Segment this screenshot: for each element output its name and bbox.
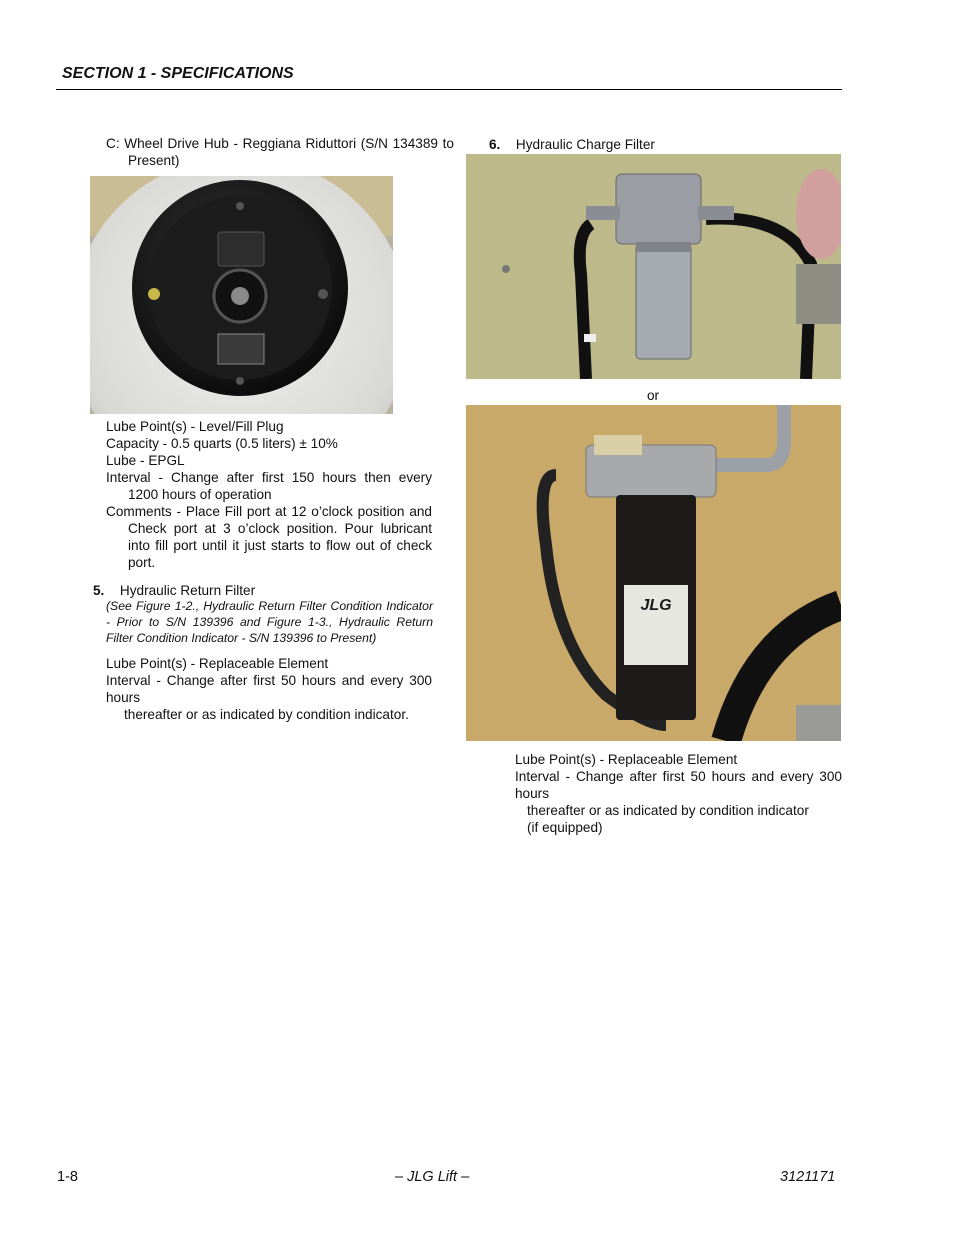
footer-title: – JLG Lift –: [395, 1169, 470, 1185]
item-5-specs: [106, 655, 432, 723]
document-number: 3121171: [780, 1169, 836, 1185]
charge-filter-photo-1: [466, 154, 841, 379]
item-5-interval: Interval - Change after first 50 hours and every 300 hours: [106, 673, 432, 705]
item-5-title: Hydraulic Return Filter: [119, 583, 256, 598]
hub-lube: Lube - EPGL: [106, 453, 185, 468]
item-6-specs: [515, 751, 842, 836]
section-title: SECTION 1 - SPECIFICATIONS: [62, 65, 294, 82]
hub-interval: Interval - Change after first 150 hours then every 1200 hours of operation: [106, 470, 432, 502]
hub-lube-points: Lube Point(s) - Level/Fill Plug: [106, 419, 284, 434]
item-6-title: Hydraulic Charge Filter: [515, 137, 655, 152]
hub-capacity: Capacity - 0.5 quarts (0.5 liters) ± 10%: [106, 436, 338, 451]
item-5-number: 5.: [93, 583, 105, 598]
item-6-lube-points: Lube Point(s) - Replaceable Element: [515, 752, 738, 767]
hub-caption: C: Wheel Drive Hub - Reggiana Riduttori (S/N 134389 to Present): [106, 136, 454, 168]
hub-specs: [106, 418, 432, 571]
item-5-lube-points: Lube Point(s) - Replaceable Element: [106, 656, 329, 671]
wheel-drive-hub-photo: [90, 176, 393, 414]
page-number: 1-8: [57, 1169, 78, 1185]
item-5-reference: (See Figure 1-2., Hydraulic Return Filter Condition Indicator - Prior to S/N 139396 and Figure 1-3., Hydraulic Return Filter Condition Indicator - S/N 139396 to Present): [106, 599, 433, 645]
item-6-interval: Interval - Change after first 50 hours and every 300 hours: [515, 769, 842, 801]
item-5-interval-cont: thereafter or as indicated by condition indicator.: [124, 707, 409, 722]
svg-text:JLG: JLG: [640, 597, 672, 614]
item-5-heading: [93, 582, 433, 599]
header-rule: [56, 89, 842, 90]
hub-comments: Comments - Place Fill port at 12 o’clock position and Check port at 3 o’clock position. Pour lubricant into fill port until it just starts to flow out of check port.: [106, 504, 432, 570]
or-separator: or: [647, 388, 660, 403]
charge-filter-photo-2: [466, 405, 841, 741]
item-6-number: 6.: [489, 137, 501, 152]
item-6-heading: [489, 136, 839, 153]
item-6-interval-cont2: (if equipped): [527, 820, 603, 835]
item-6-interval-cont: thereafter or as indicated by condition indicator: [527, 803, 809, 818]
